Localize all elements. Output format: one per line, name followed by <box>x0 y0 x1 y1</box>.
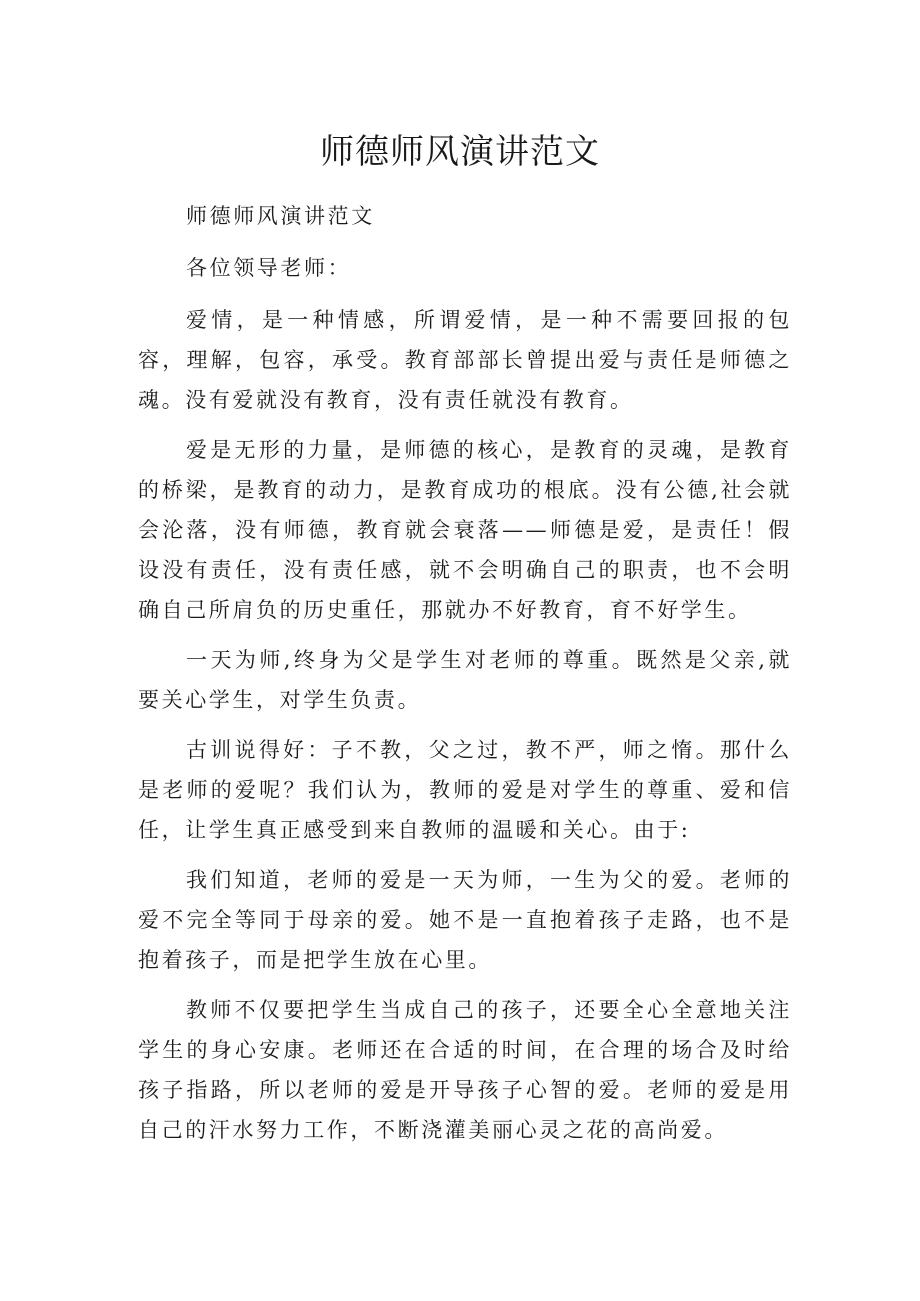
subtitle-paragraph: 师德师风演讲范文 <box>186 204 375 228</box>
salutation-paragraph: 各位领导老师： <box>186 256 352 280</box>
body-paragraph: 教师不仅要把学生当成自己的孩子，还要全心全意地关注学生的身心安康。老师还在合适的时间，在合理的场合及时给孩子指路，所以老师的爱是开导孩子心智的爱。老师的爱是用自己的汗水努力工作，不断浇灌美丽心灵之花的高尚爱。 <box>138 998 792 1142</box>
body-paragraph: 爱是无形的力量，是师德的核心，是教育的灵魂，是教育的桥梁，是教育的动力，是教育成功的根底。没有公德,社会就会沦落，没有师德，教育就会衰落——师德是爱，是责任！假设没有责任，没有责任感，就不会明确自己的职责，也不会明确自己所肩负的历史重任，那就办不好教育，育不好学生。 <box>138 438 792 622</box>
body-paragraph: 我们知道，老师的爱是一天为师，一生为父的爱。老师的爱不完全等同于母亲的爱。她不是一直抱着孩子走路，也不是抱着孩子，而是把学生放在心里。 <box>138 868 792 972</box>
document-title: 师德师风演讲范文 <box>320 132 600 172</box>
body-paragraph: 爱情，是一种情感，所谓爱情，是一种不需要回报的包容，理解，包容，承受。教育部部长曾提出爱与责任是师德之魂。没有爱就没有教育，没有责任就没有教育。 <box>138 308 792 412</box>
body-paragraph: 一天为师,终身为父是学生对老师的尊重。既然是父亲,就要关心学生，对学生负责。 <box>138 648 792 712</box>
body-paragraph: 古训说得好：子不教，父之过，教不严，师之惰。那什么是老师的爱呢？我们认为，教师的爱是对学生的尊重、爱和信任，让学生真正感受到来自教师的温暖和关心。由于: <box>138 738 792 842</box>
document-body <box>138 196 792 1160</box>
